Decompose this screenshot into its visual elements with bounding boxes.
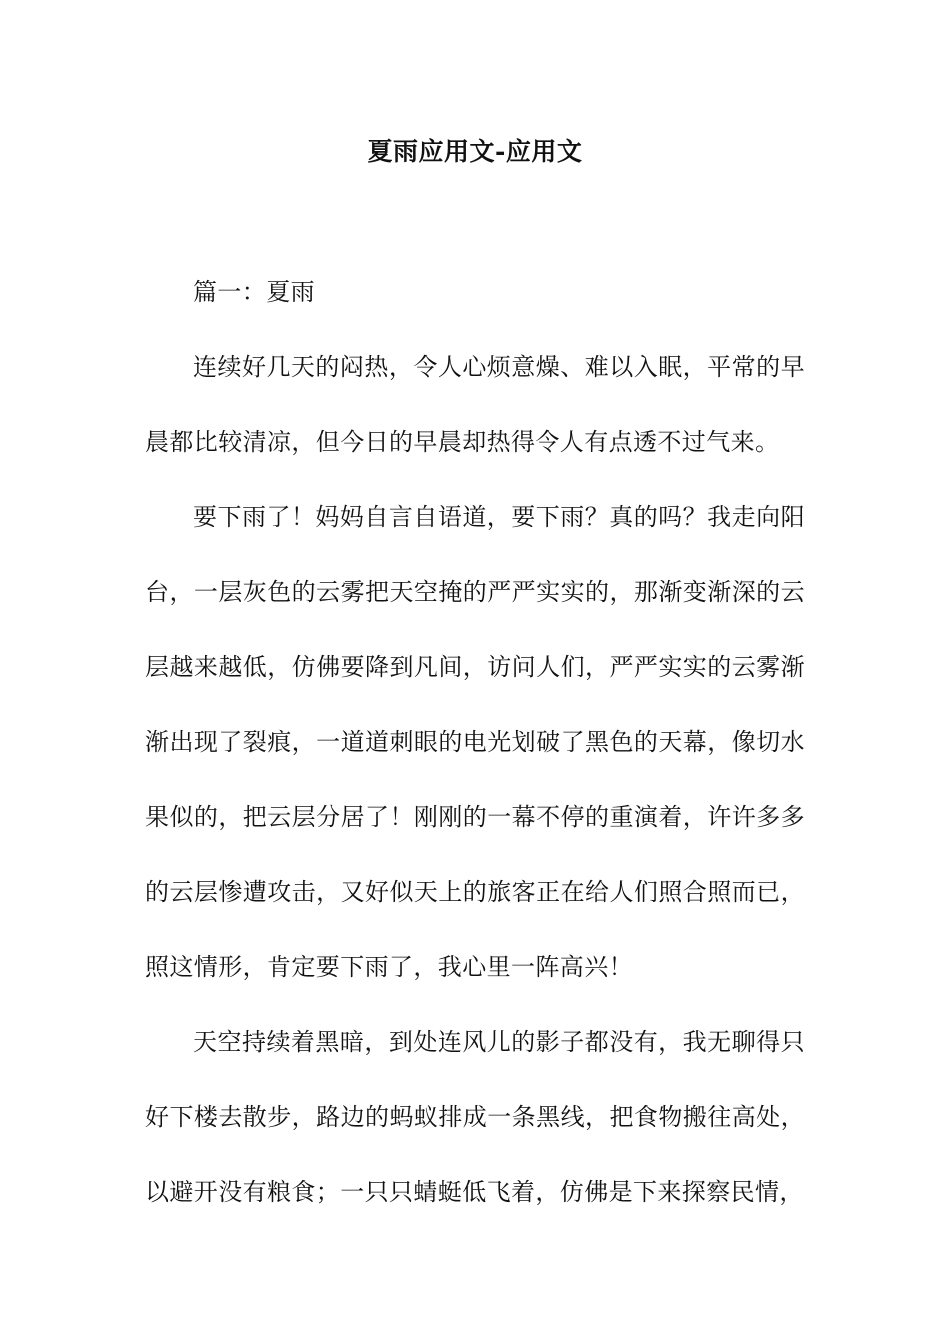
section-heading: 篇一：夏雨 <box>193 278 315 306</box>
document-body <box>145 255 805 1230</box>
document-title: 夏雨应用文-应用文 <box>367 137 583 166</box>
paragraph: 天空持续着黑暗，到处连风儿的影子都没有，我无聊得只好下楼去散步，路边的蚂蚁排成一条黑线，把食物搬往高处，以避开没有粮食；一只只蜻蜓低飞着，仿佛是下来探察民情， <box>145 1028 805 1206</box>
paragraph: 要下雨了！妈妈自言自语道，要下雨？真的吗？我走向阳台，一层灰色的云雾把天空掩的严严实实的，那渐变渐深的云层越来越低，仿佛要降到凡间，访问人们，严严实实的云雾渐渐出现了裂痕，一道道刺眼的电光划破了黑色的天幕，像切水果似的，把云层分居了！刚刚的一幕不停的重演着，许许多多的云层惨遭攻击，又好似天上的旅客正在给人们照合照而已，照这情形，肯定要下雨了，我心里一阵高兴！ <box>145 503 805 981</box>
paragraph: 连续好几天的闷热，令人心烦意燥、难以入眠，平常的早晨都比较清凉，但今日的早晨却热得令人有点透不过气来。 <box>145 353 805 456</box>
